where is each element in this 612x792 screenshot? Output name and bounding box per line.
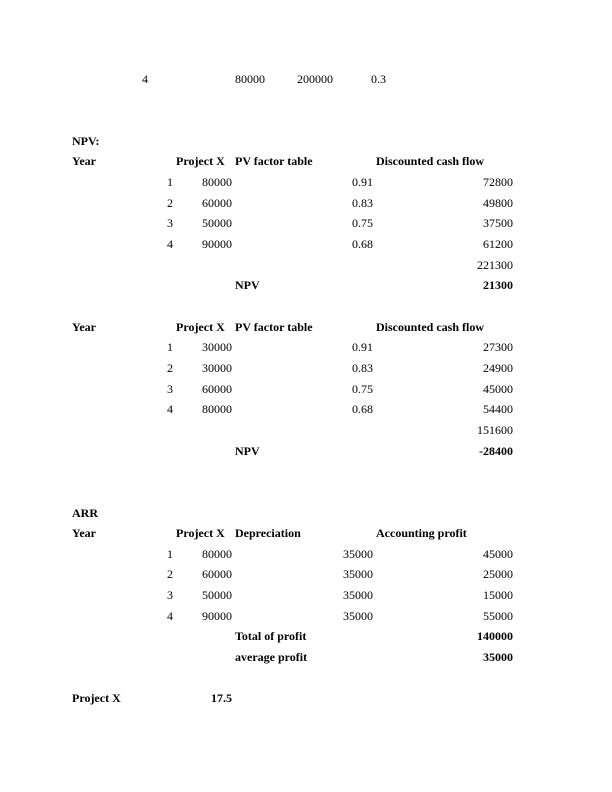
arr-profit: 45000	[483, 547, 513, 561]
t2-header-project: Project X	[176, 320, 225, 334]
t1-factor: 0.91	[352, 175, 373, 189]
t1-npv-value: 21300	[483, 278, 513, 292]
t2-factor: 0.83	[352, 361, 373, 375]
t2-dcf: 45000	[483, 382, 513, 396]
t1-factor: 0.83	[352, 196, 373, 210]
arr-depreciation: 35000	[343, 567, 373, 581]
arr-avg-value: 35000	[483, 650, 513, 664]
result-label: Project X	[72, 691, 121, 705]
t2-year: 4	[167, 402, 173, 416]
t2-year: 2	[167, 361, 173, 375]
t2-total: 151600	[477, 423, 513, 437]
arr-depreciation: 35000	[343, 609, 373, 623]
t2-dcf: 24900	[483, 361, 513, 375]
t1-header-discounted: Discounted cash flow	[376, 154, 485, 168]
t2-factor: 0.75	[352, 382, 373, 396]
t1-cash: 60000	[202, 196, 232, 210]
arr-cash: 90000	[202, 609, 232, 623]
t1-total: 221300	[477, 258, 513, 272]
t1-dcf: 72800	[483, 175, 513, 189]
npv-heading: NPV:	[72, 134, 100, 148]
t2-cash: 80000	[202, 402, 232, 416]
arr-avg-label: average profit	[235, 650, 308, 664]
arr-profit: 25000	[483, 567, 513, 581]
t2-header-discounted: Discounted cash flow	[376, 320, 485, 334]
arr-heading: ARR	[72, 506, 98, 520]
t1-year: 4	[167, 237, 173, 251]
arr-total-label: Total of profit	[235, 629, 307, 643]
t2-year: 1	[167, 340, 173, 354]
arr-profit: 15000	[483, 588, 513, 602]
arr-cash: 60000	[202, 567, 232, 581]
t2-npv-value: -28400	[479, 444, 513, 458]
t2-factor: 0.68	[352, 402, 373, 416]
t1-year: 2	[167, 196, 173, 210]
arr-cash: 50000	[202, 588, 232, 602]
t1-cash: 90000	[202, 237, 232, 251]
t1-header-project: Project X	[176, 154, 225, 168]
arr-header-depreciation: Depreciation	[235, 526, 301, 540]
t1-dcf: 61200	[483, 237, 513, 251]
t1-dcf: 49800	[483, 196, 513, 210]
arr-total-value: 140000	[477, 629, 513, 643]
arr-depreciation: 35000	[343, 547, 373, 561]
t2-header-year: Year	[72, 320, 96, 334]
top-year: 4	[142, 72, 148, 86]
arr-cash: 80000	[202, 547, 232, 561]
t1-npv-label: NPV	[235, 278, 260, 292]
arr-profit: 55000	[483, 609, 513, 623]
arr-year: 4	[167, 609, 173, 623]
arr-year: 1	[167, 547, 173, 561]
t1-header-year: Year	[72, 154, 96, 168]
t1-factor: 0.68	[352, 237, 373, 251]
t2-cash: 30000	[202, 340, 232, 354]
arr-header-year: Year	[72, 526, 96, 540]
t2-header-factor: PV factor table	[235, 320, 313, 334]
t1-dcf: 37500	[483, 216, 513, 230]
t2-cash: 60000	[202, 382, 232, 396]
t1-factor: 0.75	[352, 216, 373, 230]
t2-factor: 0.91	[352, 340, 373, 354]
t1-header-factor: PV factor table	[235, 154, 313, 168]
arr-header-project: Project X	[176, 526, 225, 540]
arr-depreciation: 35000	[343, 588, 373, 602]
result-value: 17.5	[211, 691, 232, 705]
top-value-2: 200000	[297, 72, 333, 86]
t2-dcf: 27300	[483, 340, 513, 354]
top-value-3: 0.3	[371, 72, 386, 86]
t2-year: 3	[167, 382, 173, 396]
top-value-1: 80000	[235, 72, 265, 86]
arr-header-profit: Accounting profit	[376, 526, 467, 540]
t2-dcf: 54400	[483, 402, 513, 416]
arr-year: 3	[167, 588, 173, 602]
t1-year: 3	[167, 216, 173, 230]
arr-year: 2	[167, 567, 173, 581]
t2-cash: 30000	[202, 361, 232, 375]
t1-cash: 50000	[202, 216, 232, 230]
t2-npv-label: NPV	[235, 444, 260, 458]
t1-cash: 80000	[202, 175, 232, 189]
t1-year: 1	[167, 175, 173, 189]
